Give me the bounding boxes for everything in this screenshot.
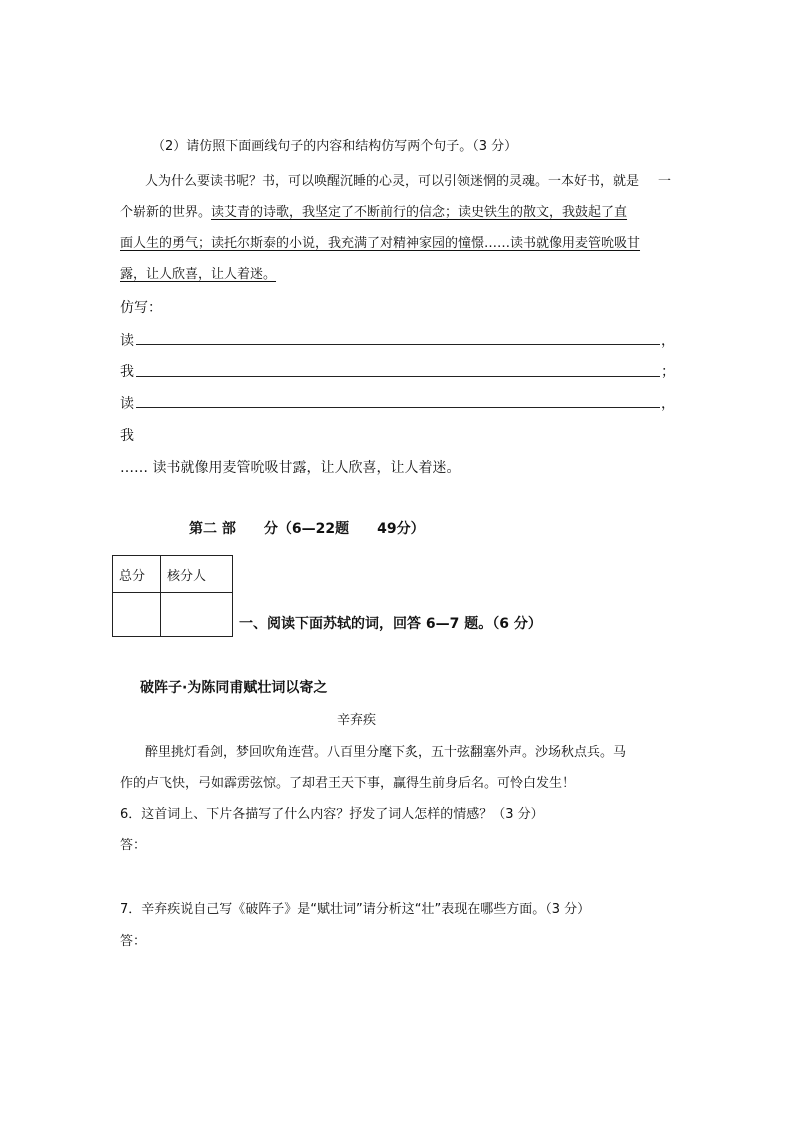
passage-line-2-plain: 个崭新的世界。: [120, 205, 212, 220]
blank-2-line[interactable]: [136, 376, 660, 377]
score-table-checker-cell[interactable]: [161, 593, 233, 637]
blank-3-lead: 读: [120, 396, 134, 412]
blank-1-end: ，: [661, 333, 675, 349]
passage-line-1-tail: 一: [658, 174, 672, 189]
question-7: 7．辛弃疾说自己写《破阵子》是“赋壮词”请分析这“壮”表现在哪些方面。（3 分）: [120, 902, 591, 917]
underlined-sentence-part-3: 露，让人欣喜，让人着迷。: [120, 267, 277, 282]
passage-line-1: 人为什么要读书呢？书，可以唤醒沉睡的心灵，可以引领迷惘的灵魂。一本好书，就是: [145, 174, 640, 189]
blank-1-line[interactable]: [136, 344, 660, 345]
blank-4-lead: 我: [120, 428, 134, 444]
question-2-prompt: （2）请仿照下面画线句子的内容和结构仿写两个句子。（3 分）: [152, 139, 518, 154]
score-table-total-header: 总分: [113, 556, 161, 593]
underlined-sentence-part-1: 读艾青的诗歌，我坚定了不断前行的信念；读史铁生的散文，我鼓起了直: [211, 205, 628, 220]
blank-3-line[interactable]: [136, 407, 660, 408]
section-1-heading: 一、阅读下面苏轼的词，回答 6—7 题。（6 分）: [239, 616, 542, 632]
blank-1-lead: 读: [120, 333, 134, 349]
score-table-checker-header: 核分人: [161, 556, 233, 593]
question-6-answer-label: 答：: [120, 838, 147, 853]
closing-sentence: …… 读书就像用麦管吮吸甘露，让人欣喜，让人着迷。: [120, 460, 461, 476]
poem-line-2: 作的卢飞快，弓如霹雳弦惊。了却君王天下事，赢得生前身后名。可怜白发生！: [120, 776, 576, 791]
poem-line-1: 醉里挑灯看剑，梦回吹角连营。八百里分麾下炙，五十弦翻塞外声。沙场秋点兵。马: [145, 745, 627, 760]
part-2-heading: 第二 部 分（6—22题 49分）: [189, 521, 425, 537]
imitate-label: 仿写：: [120, 300, 162, 316]
blank-2-end: ；: [661, 364, 675, 380]
passage-line-2: [120, 201, 627, 220]
underlined-sentence-part-2: 面人生的勇气；读托尔斯泰的小说，我充满了对精神家园的憧憬……读书就像用麦管吮吸甘: [120, 236, 641, 251]
question-6: 6．这首词上、下片各描写了什么内容？抒发了词人怎样的情感？（3 分）: [120, 807, 544, 822]
poem-title: 破阵子·为陈同甫赋壮词以寄之: [140, 680, 328, 696]
score-table: [112, 555, 233, 637]
blank-3-end: ，: [661, 396, 675, 412]
question-7-answer-label: 答：: [120, 934, 147, 949]
poem-author: 辛弃疾: [337, 713, 377, 728]
score-table-total-cell[interactable]: [113, 593, 161, 637]
blank-2-lead: 我: [120, 364, 134, 380]
